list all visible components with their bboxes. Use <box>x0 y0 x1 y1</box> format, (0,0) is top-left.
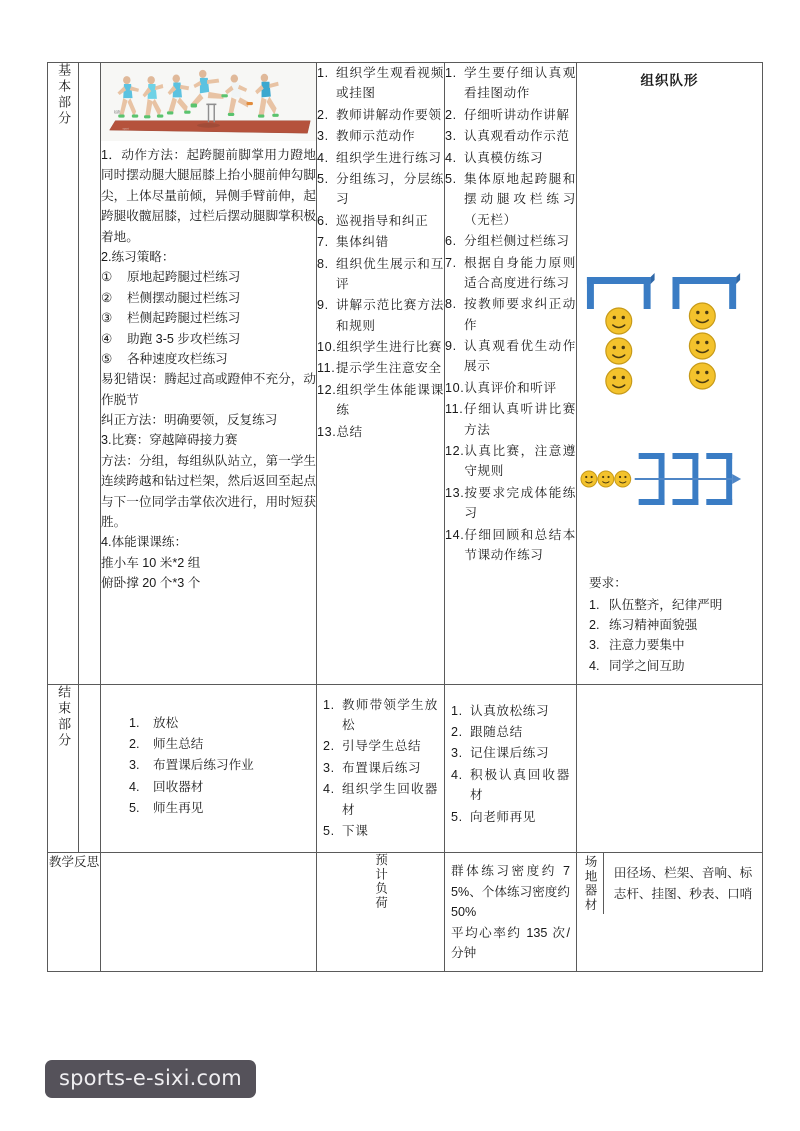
correction-text: 纠正方法：明确要领，反复练习 <box>101 413 278 428</box>
list-item: 6. 分组栏侧过栏练习 <box>445 231 576 251</box>
reflection-label: 教学反思 <box>48 855 100 870</box>
teacher-activity-label: 组织学生进行比赛 <box>336 340 442 355</box>
list-item: 1. 放松 <box>129 713 310 733</box>
student-activity-list <box>445 63 576 565</box>
teacher-activity-label: 总结 <box>336 424 363 439</box>
student-activity-label: 集体原地起跨腿和摆动腿攻栏练习（无栏） <box>464 171 576 227</box>
ending-student-label: 积极认真回收器材 <box>470 767 570 803</box>
action-method-text: 1．动作方法：起跨腿前脚掌用力蹬地同时摆动腿大腿屈膝上抬小腿前伸勾脚尖，上体尽量前倾，异侧手臂前伸，起跨腿收髋屈膝，过栏后摆动腿脚掌积极着地。 <box>101 148 316 244</box>
teacher-activity-label: 组织学生体能课课练 <box>336 382 444 418</box>
list-item: 5. 师生再见 <box>129 798 310 818</box>
list-item: 5. 向老师再见 <box>451 807 570 827</box>
teacher-activity-label: 讲解示范比赛方法和规则 <box>336 298 444 333</box>
student-activity-label: 按要求完成体能练习 <box>464 485 576 521</box>
student-activity-label: 认真评价和听评 <box>464 380 557 395</box>
strategy-title: 2.练习策略： <box>101 249 175 264</box>
ending-teacher-label: 下课 <box>342 824 369 839</box>
fitness-item: 俯卧撑 20 个*3 个 <box>101 576 201 591</box>
load-label-cell <box>317 853 445 972</box>
ending-student-label: 认真放松练习 <box>470 703 550 718</box>
ending-student-list <box>451 701 570 827</box>
svg-text:sport: sport <box>122 126 129 131</box>
list-item: 5. 分组练习，分层练习 <box>317 169 444 210</box>
strategy-item <box>101 349 316 369</box>
smiley-group-left <box>606 308 632 394</box>
teacher-activity-label: 提示学生注意安全 <box>336 361 442 376</box>
hurdle-shape <box>587 273 740 309</box>
list-item: 1. 教师带领学生放松 <box>323 695 438 736</box>
teacher-activity-label: 组织学生观看视频或挂图 <box>336 66 444 101</box>
reflection-content-cell <box>101 853 317 972</box>
student-activity-label: 按教师要求纠正动作 <box>464 297 576 332</box>
ending-teacher-label: 布置课后练习 <box>342 760 422 775</box>
ending-teacher-list <box>323 695 438 842</box>
requirement-label: 同学之间互助 <box>609 658 685 673</box>
list-item: 10. 组织学生进行比赛 <box>317 337 444 357</box>
lesson-plan-table <box>47 62 763 972</box>
hurdle-sequence-photo <box>101 63 316 141</box>
section-label-ending-text: 结束部分 <box>56 684 72 749</box>
svg-text:起跑: 起跑 <box>113 109 121 114</box>
student-activity-label: 认真比赛，注意遵守规则 <box>464 444 576 479</box>
requirement-item: 4. 同学之间互助 <box>589 656 752 676</box>
list-item: 1. 组织学生观看视频或挂图 <box>317 63 444 104</box>
section-label-basic-text: 基本部分 <box>56 63 72 127</box>
list-item: 1. 学生要仔细认真观看挂图动作 <box>445 63 576 104</box>
load-line: 群体练习密度约 75%、个体练习密度约 50% <box>451 864 570 920</box>
strategy-item-marker: ③ <box>101 311 113 326</box>
ending-content-label: 师生总结 <box>153 737 204 752</box>
list-item: 9. 认真观看优生动作展示 <box>445 336 576 377</box>
teacher-activity-label: 组织优生展示和互评 <box>336 256 444 291</box>
reflection-content <box>101 853 316 865</box>
basic-formation-cell <box>577 63 763 685</box>
student-activity-label: 认真模仿练习 <box>464 150 544 165</box>
list-item: 8. 按教师要求纠正动作 <box>445 294 576 335</box>
ending-formation-cell <box>577 684 763 853</box>
list-item: 3. 教师示范动作 <box>317 126 444 146</box>
basic-content-cell <box>101 63 317 685</box>
list-item: 4. 回收器材 <box>129 777 310 797</box>
list-item: 9. 讲解示范比赛方法和规则 <box>317 295 444 336</box>
ending-content-list <box>129 713 310 819</box>
student-activity-label: 根据自身能力原则适合高度进行练习 <box>464 255 576 290</box>
load-value-cell <box>445 853 577 972</box>
list-item: 13. 总结 <box>317 422 444 442</box>
venue-cell <box>577 853 763 972</box>
list-item: 4. 组织学生进行练习 <box>317 148 444 168</box>
section-label-ending <box>48 684 79 853</box>
formation-title: 组织队形 <box>640 73 699 88</box>
list-item: 6. 巡视指导和纠正 <box>317 211 444 231</box>
requirement-label: 队伍整齐，纪律严明 <box>609 598 723 613</box>
race-method-text: 方法：分组，每组纵队站立，第一学生连续跨越和钻过栏架，然后返回至起点与下一位同学击掌依次进行，用时短获胜。 <box>101 453 316 530</box>
strategy-item-label: 原地起跨腿过栏练习 <box>127 270 241 285</box>
load-label: 预计负荷 <box>373 853 388 912</box>
fitness-title: 4.体能课课练： <box>101 535 188 550</box>
strategy-item-label: 栏侧起跨腿过栏练习 <box>127 311 241 326</box>
ending-content-label: 师生再见 <box>153 801 204 816</box>
ending-teacher-cell <box>317 684 445 853</box>
strategy-item <box>101 267 316 287</box>
strategy-item <box>101 329 316 349</box>
venue-value-cell <box>604 853 762 914</box>
list-item: 1. 认真放松练习 <box>451 701 570 721</box>
list-item: 12. 认真比赛，注意遵守规则 <box>445 441 576 482</box>
strategy-item <box>101 288 316 308</box>
list-item: 10. 认真评价和听评 <box>445 378 576 398</box>
teacher-activity-label: 集体纠错 <box>336 235 389 250</box>
student-activity-label: 仔细回顾和总结本节课动作练习 <box>464 527 576 562</box>
list-item: 11. 提示学生注意安全 <box>317 358 444 378</box>
watermark: sports-e-sixi.com <box>45 1060 256 1098</box>
ending-student-label: 跟随总结 <box>470 725 523 740</box>
student-activity-label: 认真观看优生动作展示 <box>464 339 576 374</box>
list-item: 4. 认真模仿练习 <box>445 148 576 168</box>
requirement-label: 注意力要集中 <box>609 638 685 653</box>
list-item: 3. 布置课后练习 <box>323 758 438 778</box>
strategy-item-label: 栏侧摆动腿过栏练习 <box>127 290 241 305</box>
fitness-item: 推小车 10 米*2 组 <box>101 555 201 570</box>
list-item: 12. 组织学生体能课课练 <box>317 380 444 421</box>
list-item: 3. 布置课后练习作业 <box>129 755 310 775</box>
teacher-activity-label: 教师示范动作 <box>336 129 416 144</box>
teacher-activity-label: 分组练习，分层练习 <box>336 171 444 207</box>
strategy-item-marker: ② <box>101 290 113 305</box>
formation-requirements <box>577 569 762 684</box>
student-activity-label: 认真观看动作示范 <box>464 129 570 144</box>
ending-subcolumn-spacer <box>79 684 101 853</box>
strategy-item-label: 助跑 3-5 步攻栏练习 <box>127 331 241 346</box>
list-item: 2. 引导学生总结 <box>323 736 438 756</box>
basic-subcolumn-spacer <box>79 63 101 685</box>
student-activity-label: 分组栏侧过栏练习 <box>464 234 570 249</box>
list-item: 13. 按要求完成体能练习 <box>445 483 576 524</box>
student-activity-label: 仔细认真听讲比赛方法 <box>464 402 576 437</box>
list-item: 2. 教师讲解动作要领 <box>317 105 444 125</box>
teacher-activity-label: 巡视指导和纠正 <box>336 213 429 228</box>
ending-content-label: 放松 <box>153 715 179 730</box>
requirements-title: 要求： <box>589 576 627 590</box>
section-label-basic <box>48 63 79 685</box>
teacher-activity-list <box>317 63 444 442</box>
strategy-item-marker: ⑤ <box>101 351 113 366</box>
requirement-item: 2. 练习精神面貌强 <box>589 615 752 635</box>
teacher-activity-label: 教师讲解动作要领 <box>336 107 442 122</box>
ending-teacher-label: 引导学生总结 <box>342 739 422 754</box>
ending-content-cell <box>101 684 317 853</box>
strategy-list <box>101 267 316 369</box>
basic-student-cell <box>445 63 577 685</box>
list-item: 11. 仔细认真听讲比赛方法 <box>445 399 576 440</box>
student-activity-label: 仔细听讲动作讲解 <box>464 107 570 122</box>
reflection-label-cell <box>48 853 101 972</box>
ending-teacher-label: 教师带领学生放松 <box>342 697 438 733</box>
strategy-item-marker: ④ <box>101 331 113 346</box>
relay-smileys <box>581 471 631 487</box>
requirement-item: 1. 队伍整齐，纪律严明 <box>589 595 752 615</box>
list-item: 7. 集体纠错 <box>317 232 444 252</box>
list-item: 3. 记住课后练习 <box>451 743 570 763</box>
ending-content-label: 回收器材 <box>153 779 204 794</box>
venue-text: 田径场、栏架、音响、标志杆、挂图、秒表、口哨 <box>613 866 753 901</box>
requirement-label: 练习精神面貌强 <box>609 618 698 633</box>
list-item: 4. 积极认真回收器材 <box>451 765 570 806</box>
list-item: 5. 下课 <box>323 821 438 841</box>
venue-label-cell <box>577 853 604 914</box>
formation-diagram <box>577 89 762 569</box>
ending-content-label: 布置课后练习作业 <box>153 758 254 773</box>
basic-teacher-cell <box>317 63 445 685</box>
table-row-ending-part <box>48 684 763 853</box>
strategy-item <box>101 308 316 328</box>
list-item: 2. 仔细听讲动作讲解 <box>445 105 576 125</box>
list-item: 8. 组织优生展示和互评 <box>317 254 444 295</box>
ending-teacher-label: 组织学生回收器材 <box>342 782 438 817</box>
ending-student-label: 向老师再见 <box>470 809 536 824</box>
list-item: 5. 集体原地起跨腿和摆动腿攻栏练习（无栏） <box>445 169 576 230</box>
load-line: 平均心率约 135 次/分钟 <box>451 925 570 960</box>
smiley-group-right <box>689 303 715 389</box>
table-row-reflection <box>48 853 763 972</box>
relay-arrow <box>635 474 741 484</box>
venue-label: 场地器材 <box>583 855 598 913</box>
student-activity-label: 学生要仔细认真观看挂图动作 <box>464 66 576 101</box>
list-item: 14. 仔细回顾和总结本节课动作练习 <box>445 525 576 566</box>
list-item: 4. 组织学生回收器材 <box>323 779 438 820</box>
list-item: 2. 跟随总结 <box>451 722 570 742</box>
ending-student-cell <box>445 684 577 853</box>
teacher-activity-label: 组织学生进行练习 <box>336 150 442 165</box>
requirement-item: 3. 注意力要集中 <box>589 635 752 655</box>
strategy-item-label: 各种速度攻栏练习 <box>127 351 228 366</box>
list-item: 3. 认真观看动作示范 <box>445 126 576 146</box>
table-row-basic-part <box>48 63 763 685</box>
common-error-text: 易犯错误：腾起过高或蹬伸不充分，动作脱节 <box>101 372 316 407</box>
list-item: 7. 根据自身能力原则适合高度进行练习 <box>445 253 576 294</box>
list-item: 2. 师生总结 <box>129 734 310 754</box>
ending-student-label: 记住课后练习 <box>470 746 550 761</box>
race-title: 3.比赛：穿越障碍接力赛 <box>101 433 238 448</box>
strategy-item-marker: ① <box>101 270 113 285</box>
